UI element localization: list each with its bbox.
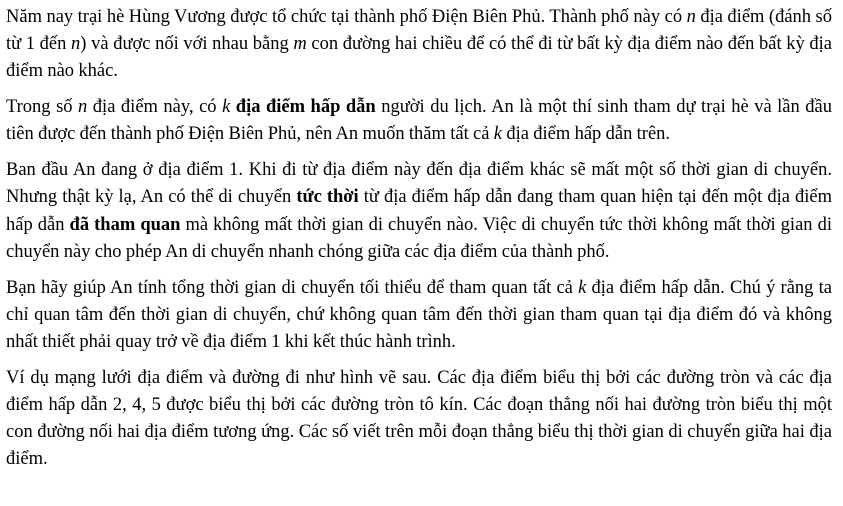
math-var-k: k <box>493 124 503 145</box>
paragraph-4 <box>6 275 832 357</box>
math-var-k: k <box>578 277 587 298</box>
text-run: Ví dụ mạng lưới địa điểm và đường đi như hình vẽ sau. Các địa điểm biểu thị bởi các đường tròn và các địa điểm hấp dẫn 2, 4, 5 được biểu thị bởi các đường tròn tô kín. Các đoạn thẳng nối hai đường tròn biểu thị một con đường nối hai địa điểm tương ứng. Các số viết trên mỗi đoạn thẳng biểu thị thời gian di chuyển giữa hai địa điểm. <box>6 367 832 470</box>
text-run: Ban đầu An đang ở địa điểm 1. Khi đi từ địa điểm này đến địa điểm khác sẽ mất một số thời gian di chuyển. Nhưng thật kỳ lạ, An có thể di chuyển <box>6 160 832 208</box>
paragraph-5 <box>6 365 832 474</box>
bold-term: địa điểm hấp dẫn <box>235 97 376 118</box>
paragraph-1 <box>6 4 832 86</box>
text-run: con đường hai chiều để có thể đi từ bất kỳ địa điểm nào đến bất kỳ địa điểm nào khác. <box>6 34 833 82</box>
text-run: từ địa điểm hấp dẫn đang tham quan hiện tại đến một địa điểm hấp dẫn <box>6 187 832 235</box>
text-run: địa điểm hấp dẫn trên. <box>502 124 671 145</box>
text-run: mà không mất thời gian di chuyển nào. Việc di chuyển tức thời không mất thời gian di chuyển này cho phép An di chuyển nhanh chóng giữa các địa điểm của thành phố. <box>6 214 832 262</box>
text-run: địa điểm (đánh số từ 1 đến <box>6 7 832 55</box>
bold-term: đã tham quan <box>69 214 181 235</box>
paragraph-3 <box>6 157 832 266</box>
text-run: người du lịch. An là một thí sinh tham dự trại hè và lần đầu tiên được đến thành phố Điện Biên Phủ, nên An muốn thăm tất cả <box>6 97 832 145</box>
math-var-m: m <box>293 34 307 55</box>
math-var-n: n <box>71 34 81 55</box>
text-run: ) và được nối với nhau bằng <box>80 34 294 55</box>
math-var-n: n <box>686 7 696 27</box>
text-run: địa điểm này, có <box>87 97 223 118</box>
math-var-k: k <box>222 97 231 118</box>
math-var-n: n <box>78 97 88 118</box>
paragraph-2 <box>6 94 832 148</box>
text-run: Bạn hãy giúp An tính tổng thời gian di chuyển tối thiểu để tham quan tất cả <box>6 277 579 298</box>
text-run: địa điểm hấp dẫn. Chú ý rằng ta chỉ quan tâm đến thời gian di chuyển, chứ không quan tâm đến thời gian tham quan tại địa điểm đó và không nhất thiết phải quay trở về địa điểm 1 khi kết thúc hành trình. <box>6 277 832 353</box>
bold-term: tức thời <box>296 187 359 208</box>
document-body <box>6 4 832 482</box>
text-run: Năm nay trại hè Hùng Vương được tổ chức tại thành phố Điện Biên Phủ. Thành phố này có <box>6 7 687 27</box>
text-run: Trong số <box>6 97 79 118</box>
